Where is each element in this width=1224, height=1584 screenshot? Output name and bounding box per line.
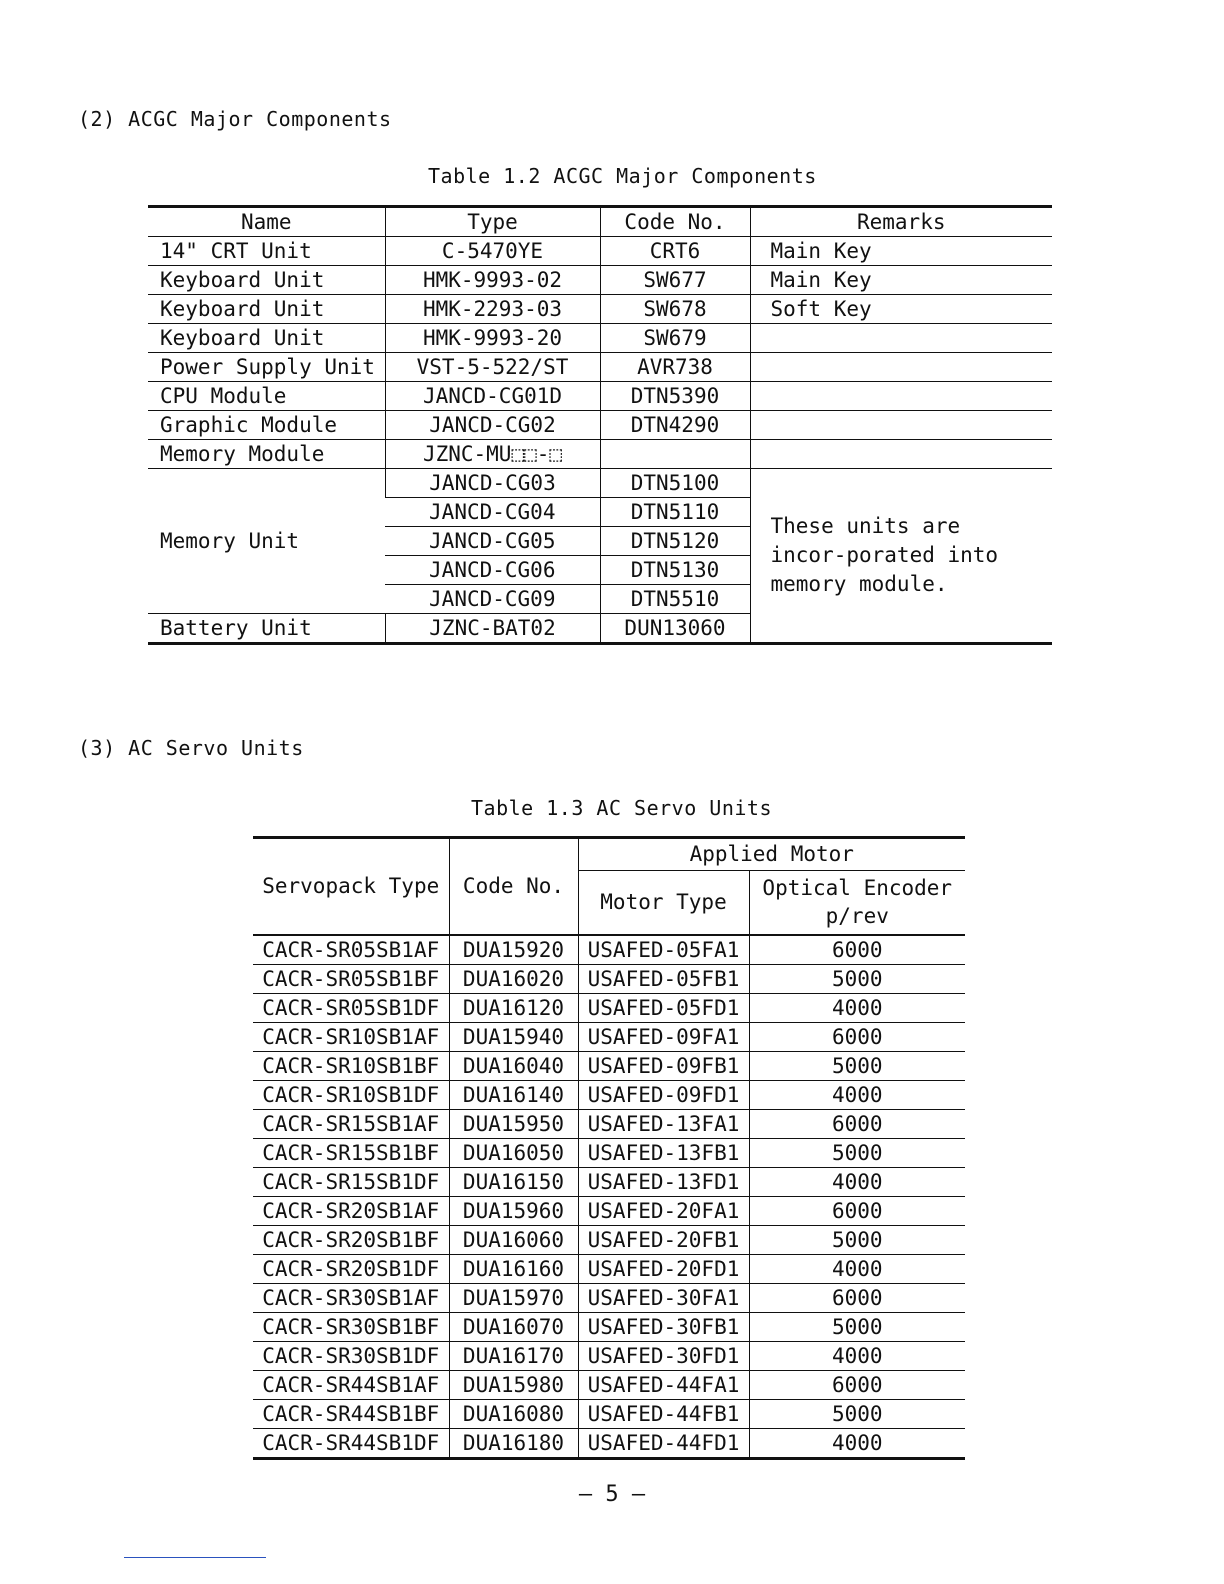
cell-type: JANCD-CG06: [385, 556, 600, 585]
cell-motor-type: USAFED-44FB1: [578, 1400, 749, 1429]
cell-motor-type: USAFED-30FA1: [578, 1284, 749, 1313]
table-row: [253, 1400, 965, 1429]
cell-type: JANCD-CG04: [385, 498, 600, 527]
table-row: [253, 994, 965, 1023]
table-1-2: [148, 205, 1052, 645]
cell-type: JANCD-CG05: [385, 527, 600, 556]
table-row: [148, 353, 1052, 382]
table-row: [253, 1371, 965, 1400]
cell-code: DTN5100: [600, 469, 750, 498]
header-motor-type: Motor Type: [578, 871, 749, 936]
cell-encoder: 5000: [749, 1052, 965, 1081]
table-row: [253, 1284, 965, 1313]
cell-servopack-type: CACR-SR20SB1BF: [253, 1226, 449, 1255]
cell-type: C-5470YE: [385, 237, 600, 266]
header-name: Name: [148, 207, 385, 237]
cell-code: DUA16060: [449, 1226, 578, 1255]
cell-servopack-type: CACR-SR10SB1AF: [253, 1023, 449, 1052]
table-row: [253, 1052, 965, 1081]
cell-code: [600, 440, 750, 469]
table-row: [253, 1139, 965, 1168]
table-row: [253, 1226, 965, 1255]
cell-servopack-type: CACR-SR15SB1BF: [253, 1139, 449, 1168]
cell-remarks: [750, 440, 1052, 469]
cell-servopack-type: CACR-SR20SB1AF: [253, 1197, 449, 1226]
cell-encoder: 5000: [749, 965, 965, 994]
table-row: [253, 935, 965, 965]
cell-code: DTN5130: [600, 556, 750, 585]
cell-encoder: 6000: [749, 935, 965, 965]
cell-name: Keyboard Unit: [148, 266, 385, 295]
cell-code: DUA16040: [449, 1052, 578, 1081]
cell-encoder: 4000: [749, 1255, 965, 1284]
table-row: [253, 1197, 965, 1226]
cell-motor-type: USAFED-05FA1: [578, 935, 749, 965]
cell-remarks: Main Key: [750, 266, 1052, 295]
cell-encoder: 5000: [749, 1400, 965, 1429]
cell-encoder: 4000: [749, 1429, 965, 1459]
cell-encoder: 4000: [749, 1081, 965, 1110]
table-header-row: [148, 207, 1052, 237]
header-code-no: Code No.: [600, 207, 750, 237]
table-row: [253, 1342, 965, 1371]
cell-name: Memory Module: [148, 440, 385, 469]
cell-code: DUA16070: [449, 1313, 578, 1342]
header-optical-encoder: Optical Encoder p/rev: [749, 871, 965, 936]
cell-encoder: 6000: [749, 1371, 965, 1400]
cell-code: DUA16160: [449, 1255, 578, 1284]
cell-code: DUA16180: [449, 1429, 578, 1459]
cell-servopack-type: CACR-SR44SB1DF: [253, 1429, 449, 1459]
cell-servopack-type: CACR-SR15SB1AF: [253, 1110, 449, 1139]
cell-name: Keyboard Unit: [148, 295, 385, 324]
header-remarks: Remarks: [750, 207, 1052, 237]
cell-servopack-type: CACR-SR30SB1AF: [253, 1284, 449, 1313]
table-row: [148, 237, 1052, 266]
cell-remarks: [750, 382, 1052, 411]
section-3-heading: (3) AC Servo Units: [78, 736, 304, 760]
cell-encoder: 6000: [749, 1023, 965, 1052]
cell-encoder: 6000: [749, 1284, 965, 1313]
cell-encoder: 5000: [749, 1313, 965, 1342]
cell-type: VST-5-522/ST: [385, 353, 600, 382]
cell-code: DUA15960: [449, 1197, 578, 1226]
cell-remarks: [750, 411, 1052, 440]
cell-code: DTN5120: [600, 527, 750, 556]
cell-motor-type: USAFED-09FB1: [578, 1052, 749, 1081]
cell-servopack-type: CACR-SR15SB1DF: [253, 1168, 449, 1197]
cell-type: JANCD-CG09: [385, 585, 600, 614]
cell-name: Battery Unit: [148, 614, 385, 644]
page-number: – 5 –: [578, 1482, 646, 1507]
cell-code: DUA15920: [449, 935, 578, 965]
cell-code: CRT6: [600, 237, 750, 266]
cell-motor-type: USAFED-44FA1: [578, 1371, 749, 1400]
table-row: [253, 1429, 965, 1459]
cell-code: DUA16020: [449, 965, 578, 994]
cell-code: DUA16170: [449, 1342, 578, 1371]
cell-name: 14" CRT Unit: [148, 237, 385, 266]
cell-name: Graphic Module: [148, 411, 385, 440]
table-row: [148, 469, 1052, 498]
cell-code: DTN5510: [600, 585, 750, 614]
cell-code: SW678: [600, 295, 750, 324]
header-applied-motor: Applied Motor: [578, 838, 965, 871]
cell-servopack-type: CACR-SR44SB1AF: [253, 1371, 449, 1400]
cell-type: JANCD-CG01D: [385, 382, 600, 411]
cell-type: JANCD-CG02: [385, 411, 600, 440]
cell-motor-type: USAFED-20FA1: [578, 1197, 749, 1226]
cell-servopack-type: CACR-SR20SB1DF: [253, 1255, 449, 1284]
header-type: Type: [385, 207, 600, 237]
table-row: [148, 382, 1052, 411]
cell-remarks: Main Key: [750, 237, 1052, 266]
cell-code: DTN5390: [600, 382, 750, 411]
table-row: [148, 266, 1052, 295]
cell-servopack-type: CACR-SR05SB1AF: [253, 935, 449, 965]
table-header-row: [253, 838, 965, 871]
cell-code: DUA16080: [449, 1400, 578, 1429]
cell-type: JANCD-CG03: [385, 469, 600, 498]
cell-code: DUN13060: [600, 614, 750, 644]
cell-code: SW679: [600, 324, 750, 353]
table-row: [148, 411, 1052, 440]
cell-name: Keyboard Unit: [148, 324, 385, 353]
cell-remarks: [750, 324, 1052, 353]
memory-unit-remarks: These units are incor-porated into memory module.: [750, 469, 1052, 644]
cell-motor-type: USAFED-44FD1: [578, 1429, 749, 1459]
cell-servopack-type: CACR-SR05SB1BF: [253, 965, 449, 994]
cell-code: AVR738: [600, 353, 750, 382]
cell-servopack-type: CACR-SR10SB1BF: [253, 1052, 449, 1081]
cell-servopack-type: CACR-SR30SB1DF: [253, 1342, 449, 1371]
cell-servopack-type: CACR-SR05SB1DF: [253, 994, 449, 1023]
table-row: [148, 324, 1052, 353]
cell-encoder: 4000: [749, 994, 965, 1023]
table-row: [253, 1168, 965, 1197]
cell-code: DTN5110: [600, 498, 750, 527]
cell-code: DUA15970: [449, 1284, 578, 1313]
table-row: [253, 1023, 965, 1052]
cell-code: DUA15980: [449, 1371, 578, 1400]
cell-code: DTN4290: [600, 411, 750, 440]
table-1-3-caption: Table 1.3 AC Servo Units: [471, 796, 772, 820]
cell-remarks: [750, 353, 1052, 382]
cell-encoder: 4000: [749, 1168, 965, 1197]
memory-unit-name: Memory Unit: [148, 469, 385, 614]
cell-code: SW677: [600, 266, 750, 295]
cell-motor-type: USAFED-30FD1: [578, 1342, 749, 1371]
cell-motor-type: USAFED-30FB1: [578, 1313, 749, 1342]
cell-type: JZNC-MU⬚⬚-⬚: [385, 440, 600, 469]
cell-motor-type: USAFED-20FD1: [578, 1255, 749, 1284]
cell-motor-type: USAFED-05FD1: [578, 994, 749, 1023]
table-1-3: [253, 836, 965, 1460]
cell-encoder: 6000: [749, 1197, 965, 1226]
cell-motor-type: USAFED-13FD1: [578, 1168, 749, 1197]
header-code-no: Code No.: [449, 838, 578, 936]
cell-code: DUA16150: [449, 1168, 578, 1197]
cell-motor-type: USAFED-09FD1: [578, 1081, 749, 1110]
cell-code: DUA15940: [449, 1023, 578, 1052]
table-row: [148, 440, 1052, 469]
table-row: [253, 1081, 965, 1110]
cell-motor-type: USAFED-05FB1: [578, 965, 749, 994]
header-servopack-type: Servopack Type: [253, 838, 449, 936]
cell-encoder: 5000: [749, 1139, 965, 1168]
cell-motor-type: USAFED-09FA1: [578, 1023, 749, 1052]
cell-name: Power Supply Unit: [148, 353, 385, 382]
cell-remarks: Soft Key: [750, 295, 1052, 324]
cell-code: DUA16120: [449, 994, 578, 1023]
cell-motor-type: USAFED-20FB1: [578, 1226, 749, 1255]
table-row: [148, 295, 1052, 324]
cell-code: DUA16050: [449, 1139, 578, 1168]
cell-type: HMK-2293-03: [385, 295, 600, 324]
cell-type: JZNC-BAT02: [385, 614, 600, 644]
table-row: [253, 965, 965, 994]
cell-encoder: 6000: [749, 1110, 965, 1139]
table-row: [253, 1110, 965, 1139]
section-2-heading: (2) ACGC Major Components: [78, 107, 392, 131]
cell-motor-type: USAFED-13FA1: [578, 1110, 749, 1139]
cell-servopack-type: CACR-SR10SB1DF: [253, 1081, 449, 1110]
cell-encoder: 5000: [749, 1226, 965, 1255]
cell-servopack-type: CACR-SR30SB1BF: [253, 1313, 449, 1342]
cell-servopack-type: CACR-SR44SB1BF: [253, 1400, 449, 1429]
footer-rule: [124, 1557, 266, 1558]
cell-code: DUA15950: [449, 1110, 578, 1139]
table-1-2-caption: Table 1.2 ACGC Major Components: [428, 164, 817, 188]
table-row: [253, 1313, 965, 1342]
cell-name: CPU Module: [148, 382, 385, 411]
cell-type: HMK-9993-20: [385, 324, 600, 353]
cell-type: HMK-9993-02: [385, 266, 600, 295]
table-row: [253, 1255, 965, 1284]
cell-motor-type: USAFED-13FB1: [578, 1139, 749, 1168]
cell-encoder: 4000: [749, 1342, 965, 1371]
cell-code: DUA16140: [449, 1081, 578, 1110]
